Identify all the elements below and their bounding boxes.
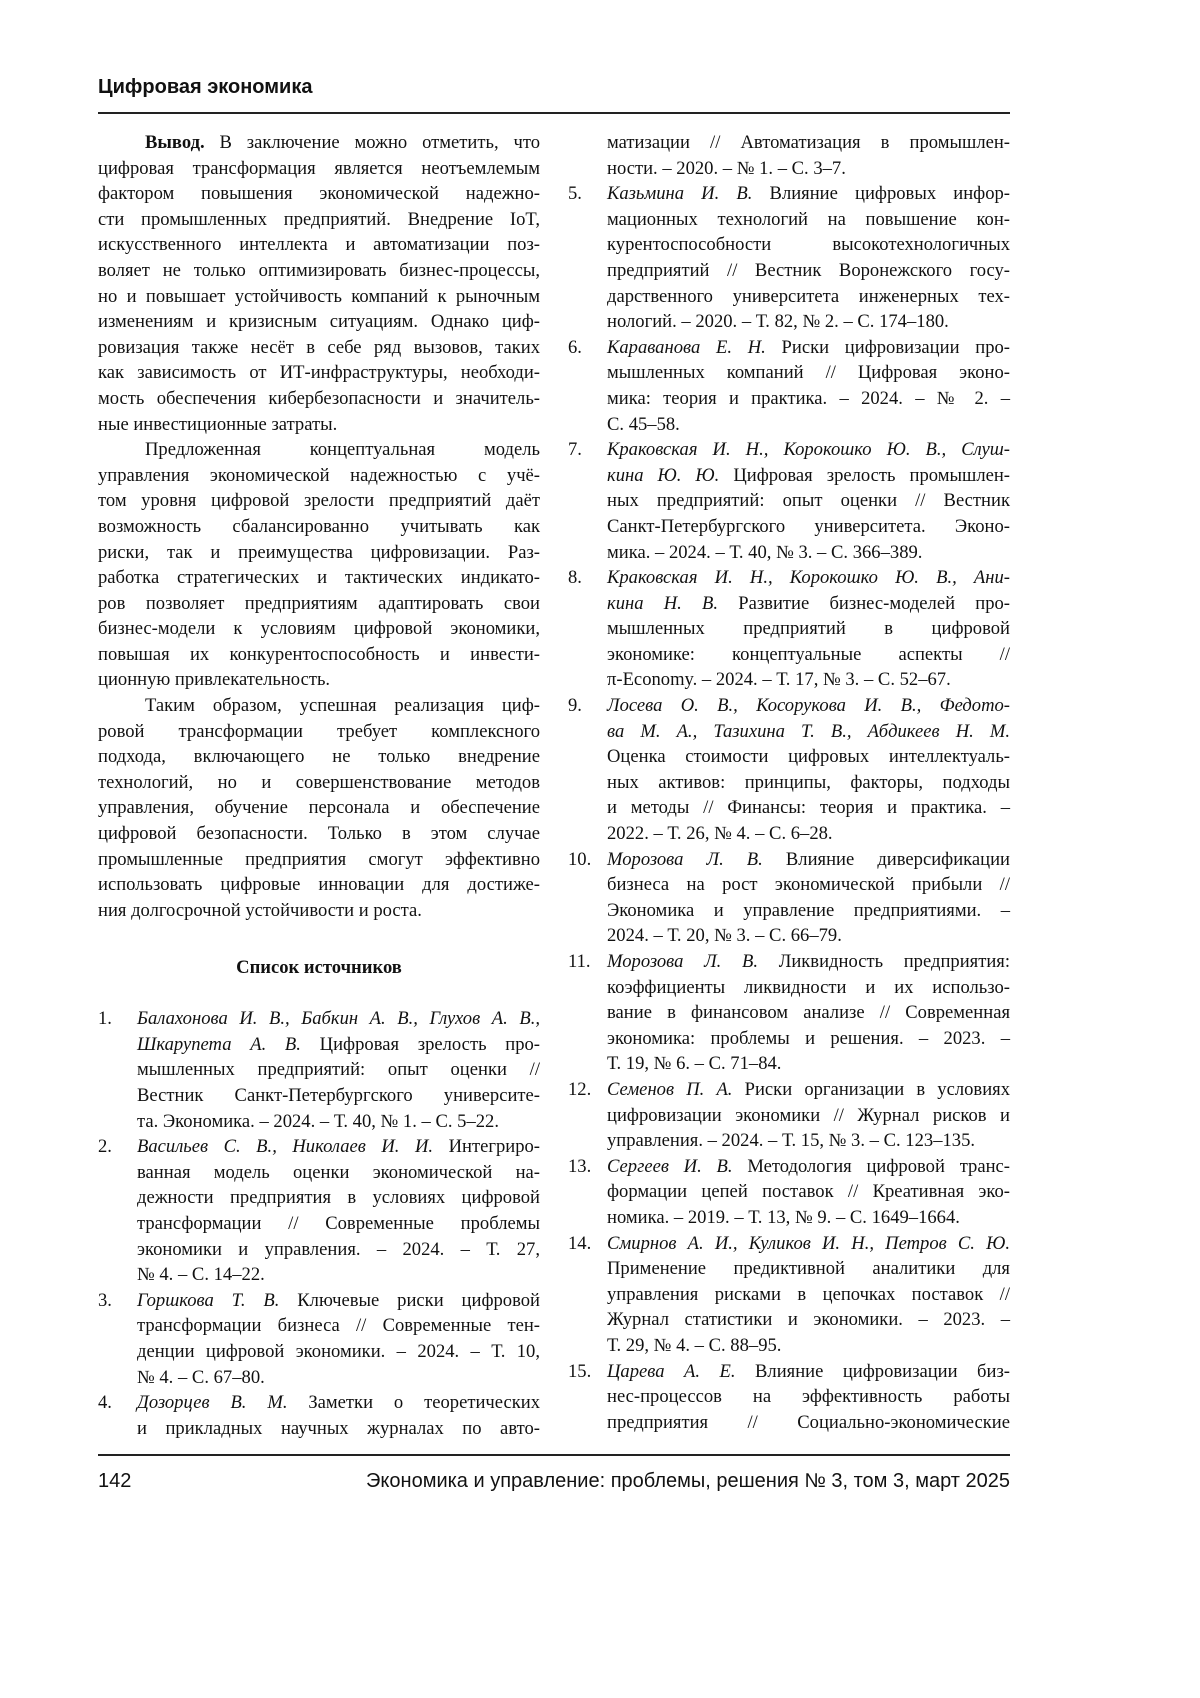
spacer [98, 923, 540, 949]
text-span: Экономика и управление предприятиями. – [607, 900, 1010, 921]
text-line [607, 898, 1010, 924]
author-names: Казьмина И. В. [607, 183, 752, 204]
text-span: изменениям и кризисным ситуациям. Однако циф- [98, 311, 540, 332]
reference-number: 7. [568, 437, 582, 463]
text-line [607, 1154, 1010, 1180]
text-span: денции цифровой экономики. – 2024. – Т. 10, [137, 1341, 540, 1362]
text-span: мика: теория и практика. – 2024. – № 2. – [607, 388, 1010, 409]
reference-number: 2. [98, 1134, 112, 1160]
reference-item [568, 181, 1010, 335]
text-span: работка стратегических и тактических индикато- [98, 567, 540, 588]
text-span: Ликвидность предприятия: [758, 951, 1010, 972]
author-names: Лосева О. В., Косорукова И. В., Федото- [607, 695, 1010, 716]
text-line [607, 540, 1010, 566]
text-line [607, 386, 1010, 412]
text-line [98, 540, 540, 566]
text-line [98, 821, 540, 847]
text-span: курентоспособности высокотехнологичных [607, 234, 1010, 255]
text-span: В заключение можно отметить, что [205, 132, 540, 153]
text-line [98, 514, 540, 540]
reference-number: 3. [98, 1288, 112, 1314]
text-span: том уровня цифровой зрелости предприятий даёт [98, 490, 540, 511]
bold-lead: Вывод. [145, 132, 205, 153]
text-line [607, 872, 1010, 898]
text-span: цифровой безопасности. Только в этом случае [98, 823, 540, 844]
reference-item [568, 949, 1010, 1077]
text-line [607, 1000, 1010, 1026]
text-line [137, 1211, 540, 1237]
text-line [98, 719, 540, 745]
paragraph [98, 693, 540, 923]
page-number: 142 [98, 1470, 131, 1493]
author-names: Васильев С. В., Николаев И. И. [137, 1136, 433, 1157]
text-span: 2022. – Т. 26, № 4. – С. 6–28. [607, 823, 833, 844]
text-line [607, 1179, 1010, 1205]
text-span: Вестник Санкт-Петербургского университе- [137, 1085, 540, 1106]
right-column [568, 130, 1010, 1435]
text-line [607, 591, 1010, 617]
text-line [607, 335, 1010, 361]
text-span: вание в финансовом анализе // Современная [607, 1002, 1010, 1023]
text-line [607, 181, 1010, 207]
text-span: использовать цифровые инновации для достиже- [98, 874, 540, 895]
text-line [607, 156, 1010, 182]
text-line [607, 1256, 1010, 1282]
reference-number: 11. [568, 949, 591, 975]
text-span: мационных технологий на повышение кон- [607, 209, 1010, 230]
text-line [137, 1365, 540, 1391]
text-span: управления, обучение персонала и обеспечение [98, 797, 540, 818]
reference-item [568, 130, 1010, 181]
text-span: № 4. – С. 14–22. [137, 1264, 265, 1285]
text-line [98, 898, 540, 924]
text-line [98, 847, 540, 873]
reference-item [568, 1231, 1010, 1359]
text-span: ванная модель оценки экономической на- [137, 1162, 540, 1183]
text-line [607, 1359, 1010, 1385]
text-line [137, 1390, 540, 1416]
text-span: формации цепей поставок // Креативная эко- [607, 1181, 1010, 1202]
text-span: предприятий // Вестник Воронежского госу- [607, 260, 1010, 281]
text-line [607, 1103, 1010, 1129]
text-span: ных активов: принципы, факторы, подходы [607, 772, 1010, 793]
text-span: Интегриро- [433, 1136, 540, 1157]
text-line [607, 258, 1010, 284]
text-line [137, 1109, 540, 1135]
text-line [98, 386, 540, 412]
text-line [98, 744, 540, 770]
references-heading: Список источников [98, 955, 540, 981]
text-line [137, 1416, 540, 1442]
text-span: как зависимость от ИТ-инфраструктуры, необходи- [98, 362, 540, 383]
text-line [98, 156, 540, 182]
text-line [98, 616, 540, 642]
text-span: Оценка стоимости цифровых интеллектуаль- [607, 746, 1010, 767]
text-span: Т. 29, № 4. – С. 88–95. [607, 1335, 781, 1356]
text-line [607, 565, 1010, 591]
text-span: нес-процессов на эффективность работы [607, 1386, 1010, 1407]
text-line [137, 1057, 540, 1083]
reference-number: 14. [568, 1231, 591, 1257]
text-line [98, 770, 540, 796]
text-span: 2024. – Т. 20, № 3. – С. 66–79. [607, 925, 842, 946]
text-span: та. Экономика. – 2024. – Т. 40, № 1. – С. 5–22. [137, 1111, 499, 1132]
text-line [137, 1288, 540, 1314]
reference-number: 10. [568, 847, 591, 873]
text-span: Т. 19, № 6. – С. 71–84. [607, 1053, 781, 1074]
reference-item [98, 1288, 540, 1390]
text-line [98, 207, 540, 233]
author-names: Семенов П. А. [607, 1079, 732, 1100]
author-names: кина Ю. Ю. [607, 465, 719, 486]
text-span: подхода, включающего не только внедрение [98, 746, 540, 767]
text-line [98, 258, 540, 284]
text-line [607, 488, 1010, 514]
text-line [98, 130, 540, 156]
text-line [98, 463, 540, 489]
text-line [607, 1205, 1010, 1231]
text-line [98, 309, 540, 335]
reference-item [568, 1077, 1010, 1154]
reference-item [568, 693, 1010, 847]
text-span: мость обеспечения кибербезопасности и значитель- [98, 388, 540, 409]
text-span: повышая их конкурентоспособность и инвести- [98, 644, 540, 665]
reference-item [98, 1006, 540, 1134]
text-span: воляет не только оптимизировать бизнес-процессы, [98, 260, 540, 281]
text-line [607, 514, 1010, 540]
text-span: нологий. – 2020. – Т. 82, № 2. – С. 174–180. [607, 311, 949, 332]
text-line [607, 1410, 1010, 1436]
text-line [98, 488, 540, 514]
text-line [98, 591, 540, 617]
text-line [607, 1231, 1010, 1257]
text-line [607, 232, 1010, 258]
reference-number: 1. [98, 1006, 112, 1032]
header-rule [98, 112, 1010, 114]
text-line [607, 1307, 1010, 1333]
reference-item [568, 565, 1010, 693]
text-line [98, 412, 540, 438]
text-line [607, 667, 1010, 693]
text-line [98, 232, 540, 258]
text-span: Применение предиктивной аналитики для [607, 1258, 1010, 1279]
text-span: трансформации бизнеса // Современные тен- [137, 1315, 540, 1336]
text-span: Развитие бизнес-моделей про- [718, 593, 1010, 614]
text-span: бизнес-модели к условиям цифровой экономики, [98, 618, 540, 639]
reference-number: 6. [568, 335, 582, 361]
text-span: Цифровая зрелость промышлен- [719, 465, 1010, 486]
text-span: ности. – 2020. – № 1. – С. 3–7. [607, 158, 846, 179]
text-line [98, 335, 540, 361]
text-line [607, 360, 1010, 386]
reference-number: 4. [98, 1390, 112, 1416]
text-line [607, 1026, 1010, 1052]
reference-item [568, 847, 1010, 949]
text-line [98, 872, 540, 898]
text-span: цифровая трансформация является неотъемлемым [98, 158, 540, 179]
text-line [137, 1339, 540, 1365]
text-span: π-Economy. – 2024. – Т. 17, № 3. – С. 52–67. [607, 669, 951, 690]
author-names: Морозова Л. В. [607, 849, 763, 870]
journal-info: Экономика и управление: проблемы, решения № 3, том 3, март 2025 [366, 1470, 1010, 1493]
reference-number: 8. [568, 565, 582, 591]
text-span: трансформации // Современные проблемы [137, 1213, 540, 1234]
text-span: мышленных предприятий в цифровой [607, 618, 1010, 639]
text-line [137, 1083, 540, 1109]
text-span: возможность сбалансированно учитывать как [98, 516, 540, 537]
paragraph [98, 130, 540, 437]
text-line [137, 1237, 540, 1263]
text-line [137, 1262, 540, 1288]
footer-rule [98, 1454, 1010, 1456]
reference-item [568, 335, 1010, 437]
author-names: Горшкова Т. В. [137, 1290, 279, 1311]
text-span: мика. – 2024. – Т. 40, № 3. – С. 366–389. [607, 542, 922, 563]
author-names: ва М. А., Тазихина Т. В., Абдикеев Н. М. [607, 721, 1010, 742]
text-span: номика. – 2019. – Т. 13, № 9. – С. 1649–1664. [607, 1207, 960, 1228]
text-span: Риски цифровизации про- [766, 337, 1010, 358]
author-names: Краковская И. Н., Корокошко Ю. В., Слуш- [607, 439, 1010, 460]
text-line [98, 693, 540, 719]
text-line [607, 463, 1010, 489]
text-line [607, 847, 1010, 873]
text-span: Ключевые риски цифровой [279, 1290, 540, 1311]
author-names: Балахонова И. В., Бабкин А. В., Глухов А. В., [137, 1008, 540, 1029]
text-span: ния долгосрочной устойчивости и роста. [98, 900, 422, 921]
text-span: риски, так и преимущества цифровизации. Раз- [98, 542, 540, 563]
text-span: Журнал статистики и экономики. – 2023. – [607, 1309, 1010, 1330]
text-span: сти промышленных предприятий. Внедрение IoT, [98, 209, 540, 230]
text-line [98, 181, 540, 207]
text-span: ровой трансформации требует комплексного [98, 721, 540, 742]
text-span: ных предприятий: опыт оценки // Вестник [607, 490, 1010, 511]
reference-number: 5. [568, 181, 582, 207]
text-span: мышленных предприятий: опыт оценки // [137, 1059, 540, 1080]
author-names: кина Н. В. [607, 593, 718, 614]
paragraph [98, 437, 540, 693]
reference-item [98, 1134, 540, 1288]
text-span: ционную привлекательность. [98, 669, 330, 690]
text-line [607, 923, 1010, 949]
text-line [607, 1051, 1010, 1077]
text-span: Санкт-Петербургского университета. Эконо- [607, 516, 1010, 537]
text-line [607, 719, 1010, 745]
author-names: Сергеев И. В. [607, 1156, 733, 1177]
text-span: управления. – 2024. – Т. 15, № 3. – С. 123–135. [607, 1130, 975, 1151]
text-line [607, 1282, 1010, 1308]
text-line [607, 975, 1010, 1001]
text-line [98, 437, 540, 463]
text-span: коэффициенты ликвидности и их использо- [607, 977, 1010, 998]
text-span: цифровизации экономики // Журнал рисков и [607, 1105, 1010, 1126]
text-span: промышленные предприятия смогут эффективно [98, 849, 540, 870]
text-span: экономике: концептуальные аспекты // [607, 644, 1010, 665]
text-span: и методы // Финансы: теория и практика. – [607, 797, 1010, 818]
text-span: матизации // Автоматизация в промышлен- [607, 132, 1010, 153]
text-span: управления экономической надежностью с учё- [98, 465, 540, 486]
text-line [137, 1313, 540, 1339]
text-line [137, 1006, 540, 1032]
text-span: технологий, но и совершенствование методов [98, 772, 540, 793]
text-line [607, 284, 1010, 310]
reference-item [568, 437, 1010, 565]
text-line [607, 642, 1010, 668]
text-span: дежности предприятия в условиях цифровой [137, 1187, 540, 1208]
text-span: Риски организации в условиях [732, 1079, 1010, 1100]
text-span: экономики и управления. – 2024. – Т. 27, [137, 1239, 540, 1260]
text-line [137, 1032, 540, 1058]
running-header: Цифровая экономика [98, 76, 312, 99]
text-span: С. 45–58. [607, 414, 680, 435]
author-names: Смирнов А. И., Куликов И. Н., Петров С. Ю. [607, 1233, 1010, 1254]
text-line [607, 207, 1010, 233]
text-span: Таким образом, успешная реализация циф- [145, 695, 540, 716]
reference-item [98, 1390, 540, 1441]
text-line [137, 1185, 540, 1211]
text-span: Методология цифровой транс- [733, 1156, 1010, 1177]
reference-item [568, 1154, 1010, 1231]
text-line [607, 1333, 1010, 1359]
text-line [98, 795, 540, 821]
text-span: экономика: проблемы и решения. – 2023. – [607, 1028, 1010, 1049]
left-column [98, 130, 540, 1441]
author-names: Дозорцев В. М. [137, 1392, 287, 1413]
author-names: Морозова Л. В. [607, 951, 758, 972]
text-line [607, 744, 1010, 770]
author-names: Краковская И. Н., Корокошко Ю. В., Ани- [607, 567, 1010, 588]
text-line [98, 642, 540, 668]
text-span: и прикладных научных журналах по авто- [137, 1418, 540, 1439]
text-line [607, 1384, 1010, 1410]
text-line [607, 437, 1010, 463]
author-names: Царева А. Е. [607, 1361, 736, 1382]
text-line [98, 360, 540, 386]
reference-number: 12. [568, 1077, 591, 1103]
text-line [607, 412, 1010, 438]
text-line [607, 130, 1010, 156]
text-line [98, 284, 540, 310]
text-line [607, 1077, 1010, 1103]
text-span: мышленных компаний // Цифровая эконо- [607, 362, 1010, 383]
text-line [607, 770, 1010, 796]
text-line [607, 616, 1010, 642]
text-span: фактором повышения экономической надежно- [98, 183, 540, 204]
text-span: Цифровая зрелость про- [301, 1034, 540, 1055]
text-span: искусственного интеллекта и автоматизации поз- [98, 234, 540, 255]
text-line [607, 693, 1010, 719]
text-line [137, 1134, 540, 1160]
text-span: но и повышает устойчивость компаний к рыночным [98, 286, 540, 307]
text-span: Заметки о теоретических [287, 1392, 540, 1413]
text-span: Предложенная концептуальная модель [145, 439, 540, 460]
author-names: Караванова Е. Н. [607, 337, 766, 358]
text-line [137, 1160, 540, 1186]
reference-number: 9. [568, 693, 582, 719]
text-span: Влияние цифровизации биз- [736, 1361, 1010, 1382]
text-span: Влияние диверсификации [763, 849, 1010, 870]
text-span: предприятия // Социально-экономические [607, 1412, 1010, 1433]
text-span: ные инвестиционные затраты. [98, 414, 337, 435]
text-span: бизнеса на рост экономической прибыли // [607, 874, 1010, 895]
reference-number: 13. [568, 1154, 591, 1180]
text-span: ров позволяет предприятиям адаптировать свои [98, 593, 540, 614]
reference-number: 15. [568, 1359, 591, 1385]
spacer [98, 981, 540, 1007]
text-line [98, 565, 540, 591]
text-span: ровизация также несёт в себе ряд вызовов, таких [98, 337, 540, 358]
text-span: дарственного университета инженерных тех- [607, 286, 1010, 307]
text-line [98, 667, 540, 693]
reference-item [568, 1359, 1010, 1436]
text-span: управления рисками в цепочках поставок // [607, 1284, 1010, 1305]
text-line [607, 795, 1010, 821]
text-span: № 4. – С. 67–80. [137, 1367, 265, 1388]
text-span: Влияние цифровых инфор- [752, 183, 1010, 204]
text-line [607, 1128, 1010, 1154]
text-line [607, 949, 1010, 975]
text-line [607, 821, 1010, 847]
text-line [607, 309, 1010, 335]
author-names: Шкарупета А. В. [137, 1034, 301, 1055]
